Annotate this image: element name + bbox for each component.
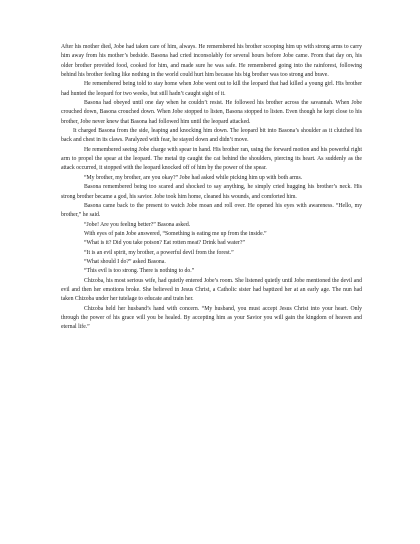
paragraph-13: “What should I do?” asked Basona.	[84, 258, 166, 265]
paragraph-11: “What is it? Did you take poison? Eat rotten meat? Drink bad water?”	[84, 240, 245, 247]
paragraph-9: “Jobe! Are you feeling better?” Basona asked.	[84, 221, 191, 228]
paragraph-6: “My brother, my brother, are you okay?” Jobe had asked while picking him up with both arms.	[84, 174, 303, 181]
paragraph-10: With eyes of pain Jobe answered, “Something is eating me up from the inside.”	[84, 230, 267, 237]
paragraph-14: “This evil is too strong. There is nothing to do.”	[84, 268, 195, 275]
paragraph-5: He remembered seeing Jobe charge with spear in hand. His brother ran, using the forward motion and his powerful right arm to propel the spear at the leopard. The metal tip caught the cat behind the shoulders, piercing its heart. As suddenly as the attack occurred, it stopped with the leopard knocked off of him by the power of the spear.	[61, 146, 362, 172]
paragraph-2: He remembered being told to stay home when Jobe went out to kill the leopard that had killed a young girl. His brother had hunted the leopard for two weeks, but still hadn’t caught sight of it.	[61, 81, 362, 97]
paragraph-16: Chizoba held her husband’s hand with concern. “My husband, you must accept Jesus Christ into your heart. Only through the power of his grace will you be healed. By accepting him as your Savior you will gain the kingdom of heaven and eternal life.”	[61, 305, 362, 331]
paragraph-4: It charged Basona from the side, leaping and knocking him down. The leopard bit into Basona’s shoulder as it clutched his back and chest in its claws. Paralyzed with fear, he stayed down and didn’t move.	[61, 128, 362, 144]
paragraph-15: Chizoba, his most serious wife, had quietly entered Jobe’s room. She listened quietly until Jobe mentioned the devil and evil and then her emotions broke. She believed in Jesus Christ, a Catholic sister had baptized her at an early age. The nun had taken Chizoba under her tutelage to educate and train her.	[61, 277, 362, 303]
paragraph-8: Basona came back to the present to watch Jobe moan and roll over. He opened his eyes with awareness. “Hello, my brother,” he said.	[61, 202, 362, 219]
paragraph-3: Basona had obeyed until one day when he couldn’t resist. He followed his brother across the savannah. When Jobe crouched down, Basona crouched down. When Jobe stopped to listen, Basona stopped to listen. Even though he kept close to his brother, Jobe never knew that Basona had followed him until the leopard attacked.	[61, 100, 362, 125]
paragraph-1: After his mother died, Jobe had taken care of him, always. He remembered his brother scooping him up with strong arms to carry him away from his mother’s bedside. Basona had cried inconsolably for several hours before Jobe came. From that day on, his older brother provided food, cooked for him, and made sure he was safe. He remembered going into the rainforest, following behind his brother feeling like nothing in the world could hurt him because his big brother was too strong and brave.	[61, 44, 362, 79]
paragraph-7: Basona remembered being too scared and shocked to say anything, he simply cried hugging his brother’s neck. His strong brother became a god, his savior. Jobe took him home, cleaned his wounds, and comforted him.	[61, 184, 362, 200]
paragraph-12: “It is an evil spirit, my brother, a powerful devil from the forest.”	[84, 249, 234, 256]
